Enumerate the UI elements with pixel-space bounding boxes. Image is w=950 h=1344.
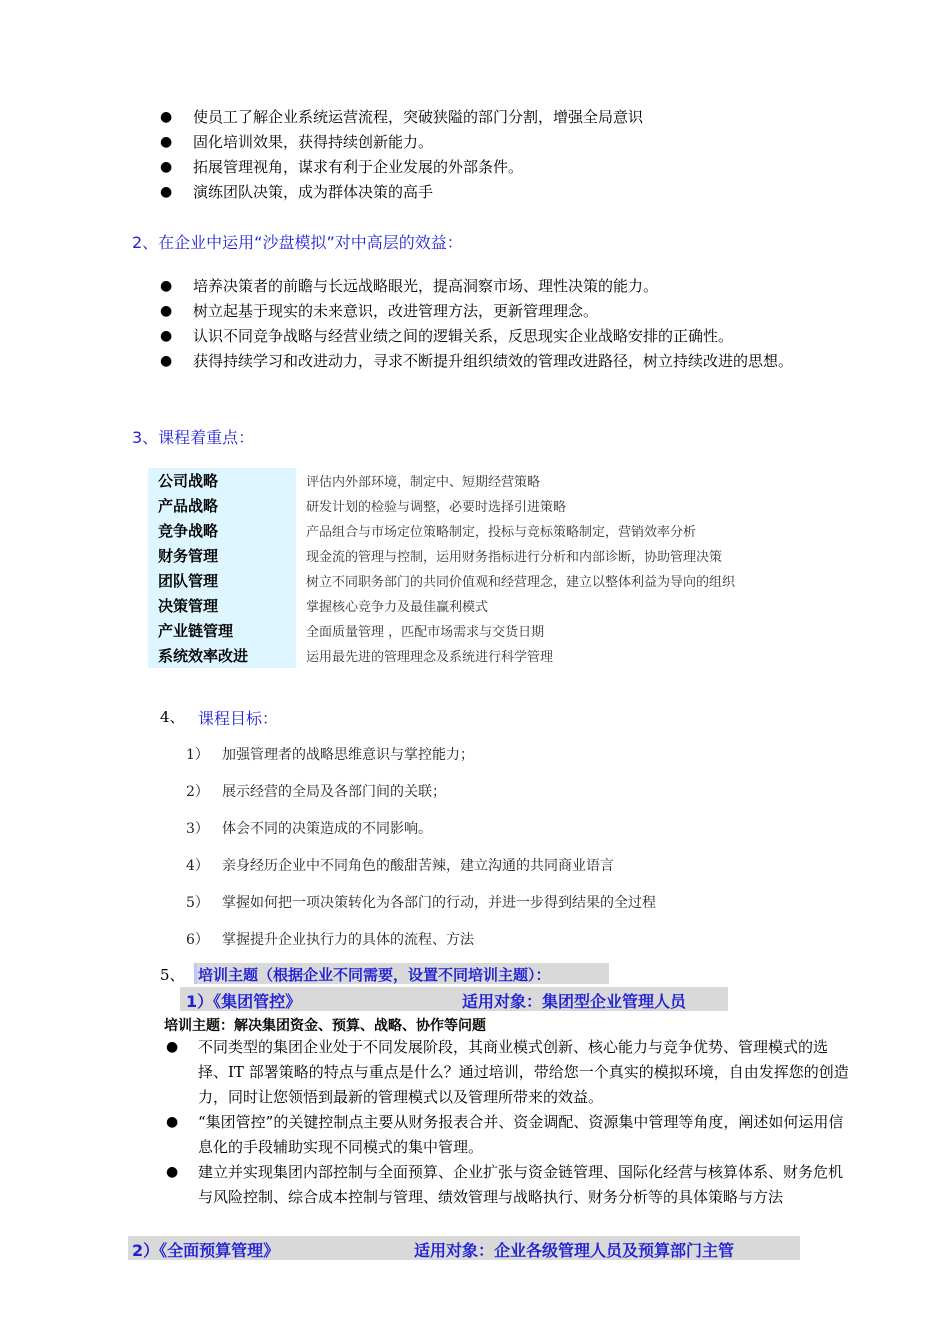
list-item: ● 不同类型的集团企业处于不同发展阶段，其商业模式创新、核心能力与竞争优势、管理模式的选择、IT 部署策略的特点与重点是什么？通过培训，带给您一个真实的模拟环境，自由发挥您的创造力，同时让您领悟到最新的管理模式以及管理所带来的效益。 xyxy=(160,1035,850,1110)
bullet-icon: ● xyxy=(166,1039,179,1055)
topic-1-theme: 培训主题：解决集团资金、预算、战略、协作等问题 xyxy=(164,1018,486,1034)
list-item: ● 固化培训效果，获得持续创新能力。 xyxy=(160,130,840,155)
section-3-heading: 3、课程着重点： xyxy=(132,428,255,447)
bullet-icon: ● xyxy=(160,184,173,200)
section-5-number: 5、 xyxy=(160,966,185,984)
list-item: 6） 掌握提升企业执行力的具体的流程、方法 xyxy=(186,932,474,948)
table-row: 公司战略 评估内外部环境，制定中、短期经营策略 xyxy=(148,468,735,493)
bullet-icon: ● xyxy=(160,328,173,344)
table-row: 财务管理 现金流的管理与控制，运用财务指标进行分析和内部诊断，协助管理决策 xyxy=(148,543,735,568)
section-2-heading: 2、在企业中运用“沙盘模拟”对中高层的效益： xyxy=(132,233,463,252)
table-row: 产品战略 研发计划的检验与调整，必要时选择引进策略 xyxy=(148,493,735,518)
list-item: 2） 展示经营的全局及各部门间的关联； xyxy=(186,784,446,800)
table-row: 产业链管理 全面质量管理 ，匹配市场需求与交货日期 xyxy=(148,618,735,643)
list-item: ● 拓展管理视角，谋求有利于企业发展的外部条件。 xyxy=(160,155,840,180)
table-row: 决策管理 掌握核心竞争力及最佳赢利模式 xyxy=(148,593,735,618)
list-item: ● 认识不同竞争战略与经营业绩之间的逻辑关系，反思现实企业战略安排的正确性。 xyxy=(160,324,840,349)
list-item: ● 使员工了解企业系统运营流程，突破狭隘的部门分割，增强全局意识 xyxy=(160,105,840,130)
list-item: 4） 亲身经历企业中不同角色的酸甜苦辣，建立沟通的共同商业语言 xyxy=(186,858,614,874)
bullet-icon: ● xyxy=(160,159,173,175)
section-4-heading: 课程目标： xyxy=(198,709,279,728)
list-item: ● 演练团队决策，成为群体决策的高手 xyxy=(160,180,840,205)
bullet-icon: ● xyxy=(166,1164,179,1180)
list-item: ● 建立并实现集团内部控制与全面预算、企业扩张与资金链管理、国际化经营与核算体系、财务危机与风险控制、综合成本控制与管理、绩效管理与战略执行、财务分析等的具体策略与方法 xyxy=(160,1160,850,1210)
bullet-icon: ● xyxy=(160,303,173,319)
list-item: 1） 加强管理者的战略思维意识与掌控能力； xyxy=(186,747,474,763)
bullet-icon: ● xyxy=(160,353,173,369)
table-row: 团队管理 树立不同职务部门的共同价值观和经营理念，建立以整体利益为导向的组织 xyxy=(148,568,735,593)
topic-2-audience: 适用对象：企业各级管理人员及预算部门主管 xyxy=(414,1241,735,1260)
list-item: 3） 体会不同的决策造成的不同影响。 xyxy=(186,821,432,837)
list-item: ● “集团管控”的关键控制点主要从财务报表合并、资金调配、资源集中管理等角度，阐述如何运用信息化的手段辅助实现不同模式的集中管理。 xyxy=(160,1110,850,1160)
section-4-number: 4、 xyxy=(160,708,185,726)
table-row: 竞争战略 产品组合与市场定位策略制定，投标与竞标策略制定，营销效率分析 xyxy=(148,518,735,543)
topic-2-title: 2）《全面预算管理》 xyxy=(132,1241,280,1260)
list-item: ● 获得持续学习和改进动力，寻求不断提升组织绩效的管理改进路径，树立持续改进的思想。 xyxy=(160,349,840,374)
topic-1-title: 1）《集团管控》 xyxy=(186,992,302,1011)
bullet-icon: ● xyxy=(160,134,173,150)
bullet-icon: ● xyxy=(160,278,173,294)
topic-1-audience: 适用对象：集团型企业管理人员 xyxy=(462,992,687,1011)
table-row: 系统效率改进 运用最先进的管理理念及系统进行科学管理 xyxy=(148,643,735,668)
bullet-icon: ● xyxy=(160,109,173,125)
list-item: ● 树立起基于现实的未来意识，改进管理方法，更新管理理念。 xyxy=(160,299,840,324)
section-5-heading: 培训主题（根据企业不同需要，设置不同培训主题）： xyxy=(198,966,551,984)
list-item: ● 培养决策者的前瞻与长远战略眼光，提高洞察市场、理性决策的能力。 xyxy=(160,274,840,299)
list-item: 5） 掌握如何把一项决策转化为各部门的行动，并进一步得到结果的全过程 xyxy=(186,895,656,911)
course-focus-table xyxy=(148,468,735,668)
bullet-icon: ● xyxy=(166,1114,179,1130)
